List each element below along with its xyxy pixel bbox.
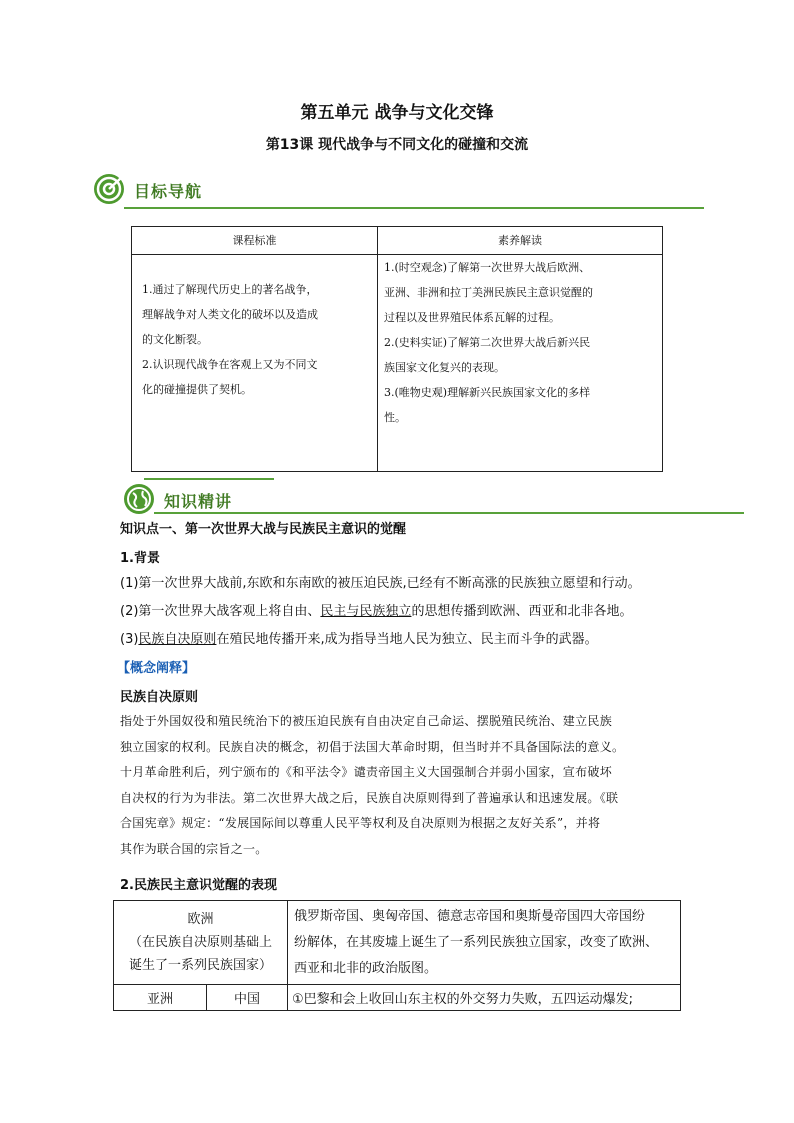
kp1-para-1: (1)第一次世界大战前,东欧和东南欧的被压迫民族,已经有不断高涨的民族独立愿望和行动。	[120, 576, 641, 591]
section-rule-top	[144, 478, 274, 480]
china-cell: 中国	[207, 985, 288, 1011]
section-header-goals	[94, 172, 704, 212]
lesson-title: 第13课 现代战争与不同文化的碰撞和交流	[265, 137, 529, 153]
concept-tag: 【概念阐释】	[117, 661, 196, 676]
manifestation-table	[113, 900, 681, 1011]
kp1-sub2-title: 2.民族民主意识觉醒的表现	[120, 878, 277, 893]
goals-standard-line: 的文化断裂。	[142, 333, 208, 346]
concept-line: 十月革命胜利后，列宁颁布的《和平法令》谴责帝国主义大国强制合并弱小国家，宣布破坏	[120, 765, 613, 779]
goals-literacy-line: 过程以及世界殖民体系瓦解的过程。	[384, 311, 560, 324]
goals-standard-line: 1.通过了解现代历史上的著名战争，	[142, 283, 318, 296]
asia-cell: 亚洲	[114, 985, 207, 1011]
europe-desc-line: 纷解体，在其废墟上诞生了一系列民族独立国家，改变了欧洲、	[294, 934, 659, 950]
kp1-para-2	[120, 602, 740, 622]
goals-header-standard: 课程标准	[132, 227, 378, 255]
concept-line: 自决权的行为为非法。第二次世界大战之后，民族自决原则得到了普遍承认和迅速发展。《联	[120, 790, 619, 805]
kp1-background-title: 1.背景	[120, 551, 160, 566]
concept-line: 指处于外国奴役和殖民统治下的被压迫民族有自由决定自己命运、摆脱殖民统治、建立民族	[120, 714, 613, 728]
europe-desc-line: 西亚和北非的政治版图。	[294, 960, 438, 976]
goals-literacy-line: 2.(史料实证)了解第二次世界大战后新兴民	[384, 336, 591, 349]
europe-note-line: （在民族自决原则基础上	[128, 935, 272, 950]
concept-title: 民族自决原则	[120, 690, 199, 705]
kp1-para-3-post: 在殖民地传播开来,成为指导当地人民为独立、民主而斗争的武器。	[216, 632, 598, 647]
goals-literacy-cell	[378, 255, 663, 472]
kp1-para-2-pre: (2)第一次世界大战客观上将自由、	[120, 604, 321, 619]
section-label-goals: 目标导航	[134, 182, 203, 201]
concept-line: 独立国家的权利。民族自决的概念，初倡于法国大革命时期，但当时并不具备国际法的意义。	[120, 739, 625, 754]
globe-icon	[124, 484, 154, 514]
europe-cell	[114, 901, 288, 985]
europe-label: 欧洲	[187, 912, 214, 927]
goals-literacy-line: 1.(时空观念)了解第一次世界大战后欧洲、	[384, 261, 591, 274]
concept-line: 其作为联合国的宗旨之一。	[120, 841, 268, 856]
kp1-para-3-underline: 民族自决原则	[138, 632, 217, 647]
goals-literacy-line: 性。	[384, 411, 406, 424]
unit-title: 第五单元 战争与文化交锋	[300, 103, 494, 123]
goals-header-literacy: 素养解读	[378, 227, 663, 255]
china-desc-cell: ①巴黎和会上收回山东主权的外交努力失败，五四运动爆发;	[288, 985, 681, 1011]
section-label-knowledge: 知识精讲	[164, 492, 233, 511]
goals-literacy-line: 3.(唯物史观)理解新兴民族国家文化的多样	[384, 386, 591, 399]
section-rule	[124, 207, 704, 209]
goals-literacy-line: 亚洲、非洲和拉丁美洲民族民主意识觉醒的	[384, 286, 593, 299]
goals-standard-line: 化的碰撞提供了契机。	[142, 383, 252, 396]
goals-standard-line: 理解战争对人类文化的破坏以及造成	[142, 308, 318, 321]
goals-standard-line: 2.认识现代战争在客观上又为不同文	[142, 358, 318, 371]
kp1-para-3-pre: (3)	[120, 632, 139, 647]
concept-line: 合国宪章》规定：“发展国际间以尊重人民平等权利及自决原则为根据之友好关系”，并将	[120, 816, 601, 830]
europe-note-line: 诞生了一系列民族国家）	[128, 958, 272, 973]
europe-desc-line: 俄罗斯帝国、奥匈帝国、德意志帝国和奥斯曼帝国四大帝国纷	[294, 908, 646, 924]
target-icon	[94, 174, 124, 204]
concept-body	[120, 709, 740, 862]
section-rule	[154, 512, 744, 514]
kp1-para-2-underline: 民主与民族独立	[320, 604, 412, 619]
kp1-title: 知识点一、第一次世界大战与民族民主意识的觉醒	[120, 522, 407, 537]
goals-literacy-line: 族国家文化复兴的表现。	[384, 361, 505, 374]
goals-standard-cell	[132, 255, 378, 472]
kp1-para-2-post: 的思想传播到欧洲、西亚和北非各地。	[411, 604, 633, 619]
goals-table	[131, 226, 663, 472]
europe-desc-cell	[288, 901, 681, 985]
section-header-knowledge	[124, 478, 744, 518]
kp1-para-3	[120, 630, 740, 650]
